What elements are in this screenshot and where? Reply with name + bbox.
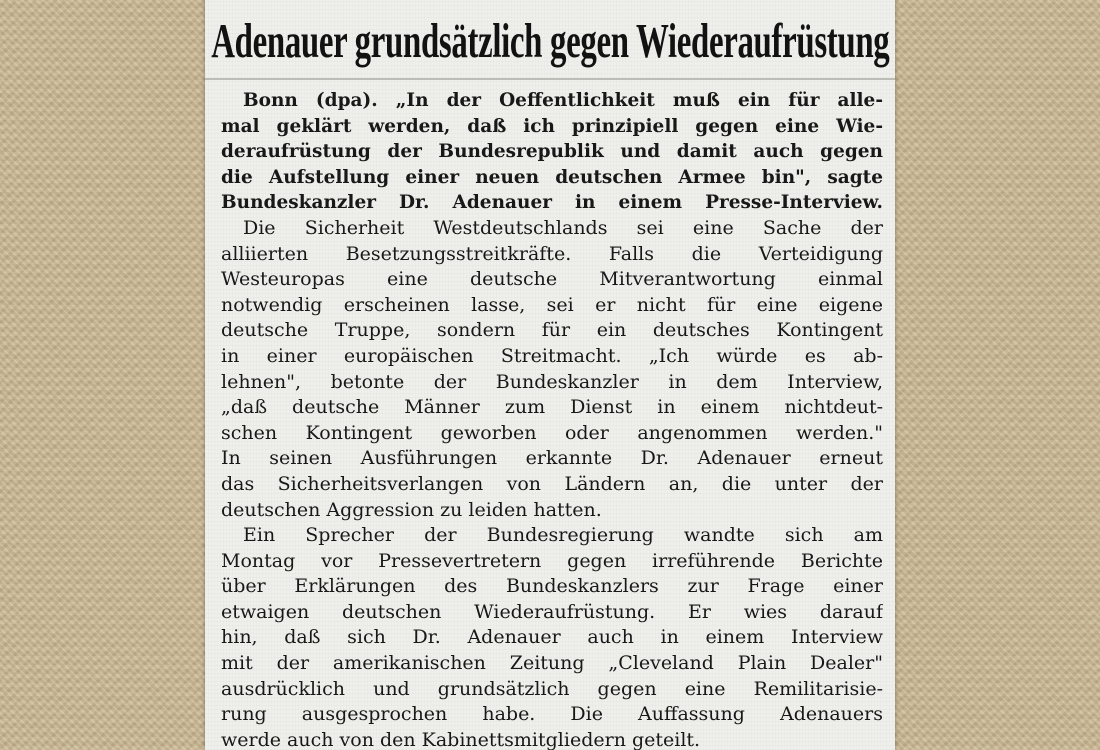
paragraph-line: ausdrücklich und grundsätzlich gegen eine Remilitarisie- xyxy=(221,677,883,700)
headline-text: Adenauer grundsätzlich gegen Wiederaufrüstung xyxy=(210,12,890,68)
paragraph-line: über Erklärungen des Bundeskanzlers zur Frage einer xyxy=(221,575,883,598)
paragraph-line: hin, daß sich Dr. Adenauer auch in einem Interview xyxy=(221,626,883,649)
paragraph-line: In seinen Ausführungen erkannte Dr. Adenauer erneut xyxy=(221,447,883,470)
paragraph-line: Montag vor Pressevertretern gegen irreführende Berichte xyxy=(221,549,883,572)
paragraph-line: Die Sicherheit Westdeutschlands sei eine Sache der xyxy=(243,216,883,239)
headline-divider xyxy=(205,78,895,80)
paragraph-line: in einer europäischen Streitmacht. „Ich würde es ab- xyxy=(221,344,883,367)
paragraph-line: „daß deutsche Männer zum Dienst in einem nichtdeut- xyxy=(221,396,883,419)
paragraph-line: lehnen", betonte der Bundeskanzler in dem Interview, xyxy=(221,370,883,393)
paragraph-line: mit der amerikanischen Zeitung „Cleveland Plain Dealer" xyxy=(221,652,883,675)
paragraph-line: das Sicherheitsverlangen von Ländern an, die unter der xyxy=(221,472,883,495)
paragraph-line: Westeuropas eine deutsche Mitverantwortung einmal xyxy=(221,268,883,291)
paragraph-line: rung ausgesprochen habe. Die Auffassung Adenauers xyxy=(221,703,883,726)
paragraph-line: alliierten Besetzungsstreitkräfte. Falls die Verteidigung xyxy=(221,242,883,265)
paragraph-line: notwendig erscheinen lasse, sei er nicht für eine eigene xyxy=(221,293,883,316)
lead-line: deraufrüstung der Bundesrepublik und damit auch gegen xyxy=(221,141,883,163)
lead-line: mal geklärt werden, daß ich prinzipiell gegen eine Wie- xyxy=(221,115,883,137)
paragraph-line: Ein Sprecher der Bundesregierung wandte sich am xyxy=(243,524,883,547)
lead-line: die Aufstellung einer neuen deutschen Armee bin", sagte xyxy=(221,166,883,188)
article-body xyxy=(221,88,883,750)
paragraph-line: werde auch von den Kabinettsmitgliedern geteilt. xyxy=(221,728,701,750)
lead-line: Bonn (dpa). „In der Oeffentlichkeit muß ein für alle- xyxy=(243,90,883,111)
paragraph-line: etwaigen deutschen Wiederaufrüstung. Er wies darauf xyxy=(221,600,883,623)
newspaper-clipping xyxy=(205,0,895,750)
lead-line: Bundeskanzler Dr. Adenauer in einem Presse-Interview. xyxy=(221,192,883,214)
headline xyxy=(205,0,895,78)
paragraph-line: deutschen Aggression zu leiden hatten. xyxy=(221,498,602,521)
paragraph-line: schen Kontingent geworben oder angenommen werden." xyxy=(221,421,883,444)
paragraph-line: deutsche Truppe, sondern für ein deutsches Kontingent xyxy=(221,319,883,342)
